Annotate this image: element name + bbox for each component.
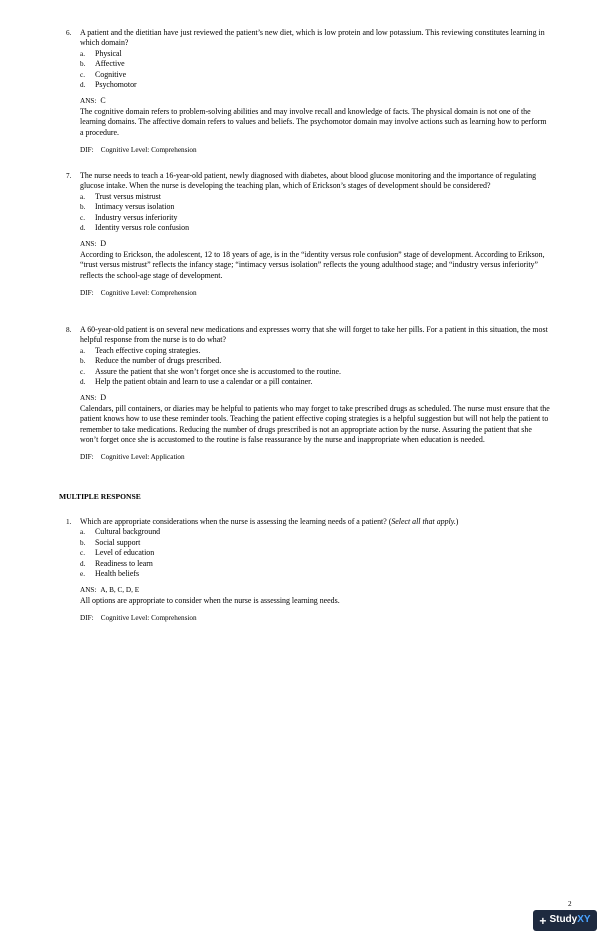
answer-label: ANS: (80, 586, 97, 595)
option-item (80, 80, 550, 90)
option-item (80, 377, 550, 387)
option-text: Cognitive (95, 69, 127, 79)
option-letter: b. (80, 538, 86, 547)
difficulty-line (80, 613, 550, 623)
difficulty-label: DIF: (80, 289, 94, 298)
logo-text-xy: XY (577, 914, 591, 926)
option-text: Trust versus mistrust (95, 191, 161, 201)
question-number: 1. (66, 518, 72, 526)
rationale-text: The cognitive domain refers to problem-solving abilities and may involve recall and knowledge of facts. The physical domain is not one of the learning domains. The affective domain refers to values and beliefs. The psychomotor domain may involve actions such as learning how to perform a procedure. (80, 106, 547, 137)
option-text: Affective (95, 59, 125, 69)
plus-icon: + (539, 913, 547, 928)
option-list (80, 192, 550, 234)
question-text: A 60-year-old patient is on several new medications and expresses worry that she will forget to take her pills. For a patient in this situation, the most helpful response from the nurse is to do what? (80, 325, 548, 345)
option-text: Intimacy versus isolation (95, 202, 175, 212)
option-item (80, 527, 550, 537)
rationale-text: According to Erickson, the adolescent, 12 to 18 years of age, is in the “identity versus role confusion” stage of development. According to Erikson, “trust versus mistrust” reflects the infancy stage; “intimacy versus isolation” reflects the young adulthood stage; and “industry versus inferiority” reflects the school-age stage of development. (80, 249, 545, 280)
option-item (80, 49, 550, 59)
option-letter: a. (80, 49, 85, 58)
option-text: Assure the patient that she won’t forget once she is accustomed to the routine. (95, 366, 342, 376)
option-item (80, 346, 550, 356)
option-letter: c. (80, 213, 85, 222)
question-text (80, 517, 550, 527)
option-text: Social support (95, 537, 141, 547)
difficulty-value: Cognitive Level: Comprehension (100, 614, 197, 623)
question-number: 8. (66, 326, 72, 334)
option-text: Industry versus inferiority (95, 212, 178, 222)
question-6 (66, 28, 550, 155)
answer-value: D (100, 393, 107, 403)
answer-line (80, 239, 550, 249)
question-text-end: ) (455, 517, 459, 526)
option-letter: c. (80, 549, 85, 558)
option-letter: e. (80, 570, 85, 579)
option-letter: c. (80, 367, 85, 376)
option-text: Help the patient obtain and learn to use a calendar or a pill container. (95, 377, 313, 387)
option-item (80, 213, 550, 223)
question-7 (66, 171, 550, 298)
option-list (80, 527, 550, 579)
option-item (80, 356, 550, 366)
option-letter: a. (80, 528, 85, 537)
option-item (80, 569, 550, 579)
studyxy-logo[interactable] (533, 910, 597, 931)
answer-label: ANS: (80, 394, 97, 403)
answer-value: A, B, C, D, E (100, 586, 140, 595)
option-text: Level of education (95, 548, 155, 558)
question-number: 7. (66, 172, 72, 180)
option-item (80, 202, 550, 212)
option-text: Teach effective coping strategies. (95, 345, 201, 355)
difficulty-line (80, 452, 550, 462)
option-letter: c. (80, 70, 85, 79)
option-text: Physical (95, 48, 122, 58)
option-text: Health beliefs (95, 569, 140, 579)
question-text: The nurse needs to teach a 16-year-old patient, newly diagnosed with diabetes, about blood glucose monitoring and the importance of regulating glucose intake. When the nurse is developing the teaching plan, which of Erickson’s stages of development should be considered? (80, 171, 537, 191)
section-title: MULTIPLE RESPONSE (59, 492, 141, 501)
option-letter: b. (80, 60, 86, 69)
question-text-start: Which are appropriate considerations when the nurse is assessing the learning needs of a patient? ( (80, 517, 392, 526)
option-item (80, 548, 550, 558)
option-text: Reduce the number of drugs prescribed. (95, 356, 222, 366)
difficulty-value: Cognitive Level: Comprehension (100, 146, 197, 155)
question-text: A patient and the dietitian have just reviewed the patient’s new diet, which is low protein and low potassium. This reviewing constitutes learning in which domain? (80, 28, 545, 48)
option-list (80, 346, 550, 388)
option-item (80, 559, 550, 569)
option-item (80, 367, 550, 377)
option-letter: b. (80, 357, 86, 366)
option-letter: b. (80, 203, 86, 212)
answer-value: C (100, 96, 106, 106)
option-item (80, 70, 550, 80)
rationale-text: All options are appropriate to consider when the nurse is assessing learning needs. (80, 595, 340, 605)
answer-value: D (100, 239, 107, 249)
answer-line (80, 585, 550, 595)
option-letter: a. (80, 346, 85, 355)
question-text-italic: Select all that apply. (391, 517, 456, 526)
difficulty-value: Cognitive Level: Application (100, 453, 185, 462)
difficulty-label: DIF: (80, 453, 94, 462)
difficulty-label: DIF: (80, 614, 94, 623)
option-text: Psychomotor (95, 80, 137, 90)
option-letter: d. (80, 81, 86, 90)
option-list (80, 49, 550, 91)
answer-line (80, 96, 550, 106)
answer-label: ANS: (80, 240, 97, 249)
option-text: Readiness to learn (95, 558, 153, 568)
mr-question-1 (66, 517, 550, 624)
question-8 (66, 325, 550, 463)
option-letter: d. (80, 224, 86, 233)
option-letter: d. (80, 559, 86, 568)
option-item (80, 192, 550, 202)
option-text: Identity versus role confusion (95, 223, 190, 233)
answer-label: ANS: (80, 97, 97, 106)
difficulty-label: DIF: (80, 146, 94, 155)
option-letter: a. (80, 192, 85, 201)
difficulty-line (80, 288, 550, 298)
option-item (80, 59, 550, 69)
question-number: 6. (66, 29, 72, 37)
difficulty-value: Cognitive Level: Comprehension (100, 289, 197, 298)
option-item (80, 538, 550, 548)
page-number: 2 (568, 900, 572, 908)
rationale-text: Calendars, pill containers, or diaries may be helpful to patients who may forget to take prescribed drugs as scheduled. The nurse must ensure that the patient knows how to use these reminder tools. Teaching the patient effective coping strategies is a helpful suggestion but will not help the patient to remember to take medications. Reducing the number of drugs prescribed is not an appropriate action by the nurse. Assuring the patient that she won’t forget once she is accustomed to the routine is false reassurance by the nurse and inappropriate when education is needed. (80, 403, 550, 445)
option-item (80, 223, 550, 233)
option-text: Cultural background (95, 527, 161, 537)
answer-line (80, 393, 550, 403)
option-letter: d. (80, 378, 86, 387)
difficulty-line (80, 145, 550, 155)
logo-text-study: Study (549, 914, 578, 926)
